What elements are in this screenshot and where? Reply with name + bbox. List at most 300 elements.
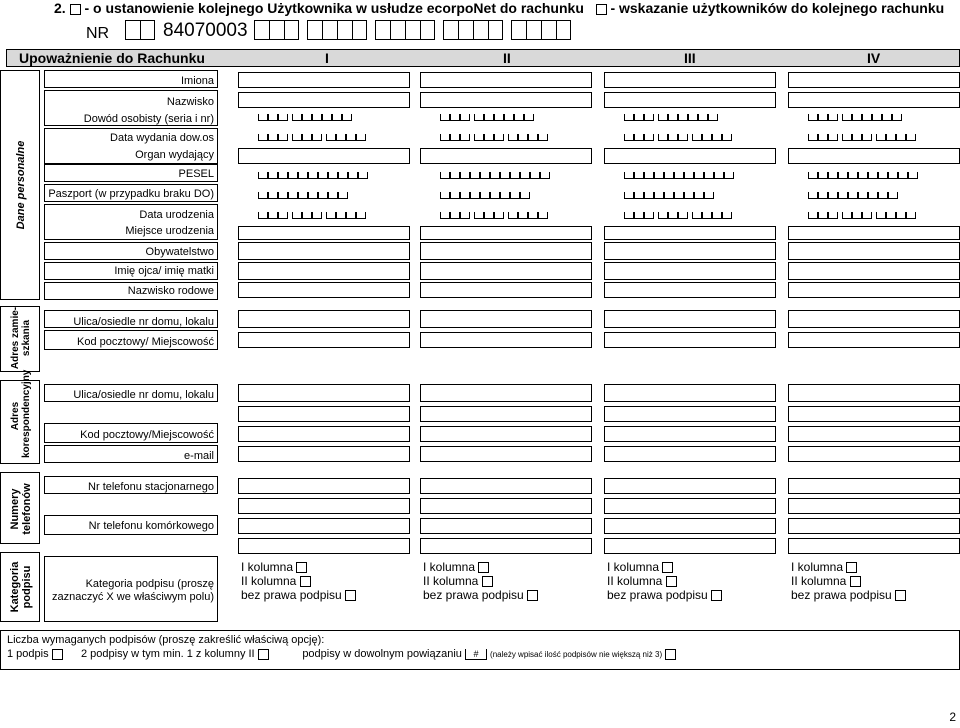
account-number-field[interactable] <box>125 20 579 42</box>
digit-cell[interactable] <box>892 114 902 121</box>
signature-option-checkbox[interactable] <box>345 590 356 601</box>
digit-cell[interactable] <box>708 114 718 121</box>
digit-cell[interactable] <box>658 114 668 121</box>
nr-cell-group[interactable] <box>254 20 299 42</box>
digit-cell[interactable] <box>504 114 514 121</box>
digit-cell[interactable] <box>292 212 302 219</box>
nr-cell-group[interactable] <box>511 20 571 42</box>
digit-cell[interactable] <box>624 134 634 141</box>
option-new-user-checkbox[interactable] <box>70 4 81 15</box>
entry-field[interactable] <box>420 242 592 260</box>
entry-field[interactable] <box>420 92 592 108</box>
entry-field[interactable] <box>604 446 776 462</box>
option-1-checkbox[interactable] <box>52 649 63 660</box>
birth-date-cells[interactable] <box>440 212 580 220</box>
entry-field[interactable] <box>788 310 960 328</box>
pesel-cells[interactable] <box>440 172 580 180</box>
digit-cell[interactable] <box>876 212 886 219</box>
entry-field[interactable] <box>604 262 776 280</box>
digit-cell[interactable] <box>684 172 694 179</box>
digit-cell[interactable] <box>308 172 318 179</box>
entry-field[interactable] <box>238 72 410 88</box>
digit-cell[interactable] <box>508 134 518 141</box>
entry-field[interactable] <box>788 72 960 88</box>
signature-option[interactable] <box>241 560 356 574</box>
digit-cell[interactable] <box>888 192 898 199</box>
digit-cell[interactable] <box>886 212 896 219</box>
digit-cell[interactable] <box>714 172 724 179</box>
digit-cell[interactable] <box>828 212 838 219</box>
digit-cell[interactable] <box>268 172 278 179</box>
signature-option-checkbox[interactable] <box>711 590 722 601</box>
entry-field[interactable] <box>238 242 410 260</box>
digit-cell[interactable] <box>278 212 288 219</box>
digit-cell[interactable] <box>440 212 450 219</box>
signature-option[interactable] <box>791 588 906 602</box>
digit-cell[interactable] <box>302 134 312 141</box>
entry-field[interactable] <box>604 406 776 422</box>
entry-field[interactable] <box>420 282 592 298</box>
digit-cell[interactable] <box>868 192 878 199</box>
signature-count-input[interactable]: # <box>465 649 487 660</box>
digit-cell[interactable] <box>664 172 674 179</box>
digit-cell[interactable] <box>356 212 366 219</box>
option-3-checkbox[interactable] <box>665 649 676 660</box>
digit-cell[interactable] <box>862 134 872 141</box>
digit-cell[interactable] <box>326 134 336 141</box>
signature-option-checkbox[interactable] <box>850 576 861 587</box>
entry-field[interactable] <box>420 518 592 534</box>
signature-option[interactable] <box>607 560 722 574</box>
digit-cell[interactable] <box>490 172 500 179</box>
digit-cell[interactable] <box>258 114 268 121</box>
digit-cell[interactable] <box>808 192 818 199</box>
entry-field[interactable] <box>604 332 776 348</box>
entry-field[interactable] <box>420 148 592 164</box>
digit-cell[interactable] <box>852 114 862 121</box>
digit-cell[interactable] <box>460 114 470 121</box>
entry-field[interactable] <box>788 498 960 514</box>
digit-cell[interactable] <box>888 172 898 179</box>
digit-cell[interactable] <box>312 114 322 121</box>
entry-field[interactable] <box>788 282 960 298</box>
digit-cell[interactable] <box>494 212 504 219</box>
digit-cell[interactable] <box>528 134 538 141</box>
digit-cell[interactable] <box>518 134 528 141</box>
digit-cell[interactable] <box>278 172 288 179</box>
digit-cell[interactable] <box>440 172 450 179</box>
entry-field[interactable] <box>420 498 592 514</box>
digit-cell[interactable] <box>530 172 540 179</box>
entry-field[interactable] <box>238 518 410 534</box>
digit-cell[interactable] <box>692 134 702 141</box>
digit-cell[interactable] <box>896 134 906 141</box>
digit-cell[interactable] <box>278 134 288 141</box>
birthplace-field[interactable] <box>788 226 960 240</box>
signature-option[interactable] <box>607 588 722 602</box>
digit-cell[interactable] <box>722 134 732 141</box>
digit-cell[interactable] <box>674 192 684 199</box>
digit-cell[interactable] <box>440 134 450 141</box>
digit-cell[interactable] <box>450 212 460 219</box>
digit-cell[interactable] <box>808 172 818 179</box>
entry-field[interactable] <box>420 426 592 442</box>
digit-cell[interactable] <box>828 114 838 121</box>
digit-cell[interactable] <box>644 134 654 141</box>
digit-cell[interactable] <box>450 172 460 179</box>
digit-cell[interactable] <box>480 172 490 179</box>
entry-field[interactable] <box>788 92 960 108</box>
digit-cell[interactable] <box>338 192 348 199</box>
digit-cell[interactable] <box>678 114 688 121</box>
digit-cell[interactable] <box>722 212 732 219</box>
digit-cell[interactable] <box>346 212 356 219</box>
entry-field[interactable] <box>788 406 960 422</box>
digit-cell[interactable] <box>484 134 494 141</box>
digit-cell[interactable] <box>818 172 828 179</box>
entry-field[interactable] <box>604 478 776 494</box>
digit-cell[interactable] <box>490 192 500 199</box>
digit-cell[interactable] <box>678 212 688 219</box>
entry-field[interactable] <box>788 148 960 164</box>
digit-cell[interactable] <box>520 172 530 179</box>
signature-option[interactable] <box>791 574 906 588</box>
digit-cell[interactable] <box>704 192 714 199</box>
digit-cell[interactable] <box>702 134 712 141</box>
digit-cell[interactable] <box>494 134 504 141</box>
digit-cell[interactable] <box>332 114 342 121</box>
digit-cell[interactable] <box>658 134 668 141</box>
id-number-cells[interactable] <box>624 114 764 122</box>
digit-cell[interactable] <box>258 212 268 219</box>
digit-cell[interactable] <box>326 212 336 219</box>
digit-cell[interactable] <box>302 212 312 219</box>
signature-option-checkbox[interactable] <box>478 562 489 573</box>
digit-cell[interactable] <box>514 114 524 121</box>
digit-cell[interactable] <box>268 212 278 219</box>
digit-cell[interactable] <box>634 192 644 199</box>
entry-field[interactable] <box>238 478 410 494</box>
digit-cell[interactable] <box>460 192 470 199</box>
digit-cell[interactable] <box>886 134 896 141</box>
digit-cell[interactable] <box>808 212 818 219</box>
entry-field[interactable] <box>604 92 776 108</box>
digit-cell[interactable] <box>668 134 678 141</box>
digit-cell[interactable] <box>896 212 906 219</box>
digit-cell[interactable] <box>872 114 882 121</box>
signature-option[interactable] <box>241 574 356 588</box>
entry-field[interactable] <box>604 282 776 298</box>
option-2-checkbox[interactable] <box>258 649 269 660</box>
digit-cell[interactable] <box>328 192 338 199</box>
digit-cell[interactable] <box>518 212 528 219</box>
digit-cell[interactable] <box>540 172 550 179</box>
entry-field[interactable] <box>788 478 960 494</box>
entry-field[interactable] <box>238 332 410 348</box>
digit-cell[interactable] <box>358 172 368 179</box>
digit-cell[interactable] <box>520 192 530 199</box>
entry-field[interactable] <box>238 262 410 280</box>
digit-cell[interactable] <box>508 212 518 219</box>
digit-cell[interactable] <box>694 172 704 179</box>
entry-field[interactable] <box>238 446 410 462</box>
digit-cell[interactable] <box>668 212 678 219</box>
entry-field[interactable] <box>788 426 960 442</box>
issue-date-cells[interactable] <box>440 134 580 142</box>
digit-cell[interactable] <box>288 172 298 179</box>
id-number-cells[interactable] <box>440 114 580 122</box>
digit-cell[interactable] <box>634 134 644 141</box>
entry-field[interactable] <box>604 498 776 514</box>
digit-cell[interactable] <box>818 134 828 141</box>
digit-cell[interactable] <box>484 114 494 121</box>
pesel-cells[interactable] <box>808 172 948 180</box>
digit-cell[interactable] <box>692 212 702 219</box>
digit-cell[interactable] <box>818 192 828 199</box>
digit-cell[interactable] <box>878 192 888 199</box>
digit-cell[interactable] <box>348 172 358 179</box>
digit-cell[interactable] <box>818 212 828 219</box>
entry-field[interactable] <box>420 538 592 554</box>
digit-cell[interactable] <box>500 192 510 199</box>
digit-cell[interactable] <box>474 134 484 141</box>
birthplace-field[interactable] <box>238 226 410 240</box>
digit-cell[interactable] <box>842 212 852 219</box>
entry-field[interactable] <box>604 310 776 328</box>
issue-date-cells[interactable] <box>258 134 398 142</box>
digit-cell[interactable] <box>336 134 346 141</box>
digit-cell[interactable] <box>356 134 366 141</box>
signature-option-checkbox[interactable] <box>662 562 673 573</box>
digit-cell[interactable] <box>298 172 308 179</box>
entry-field[interactable] <box>788 262 960 280</box>
nr-cell-group[interactable] <box>375 20 435 42</box>
entry-field[interactable] <box>604 384 776 402</box>
digit-cell[interactable] <box>848 172 858 179</box>
digit-cell[interactable] <box>460 134 470 141</box>
digit-cell[interactable] <box>328 172 338 179</box>
digit-cell[interactable] <box>688 114 698 121</box>
digit-cell[interactable] <box>858 172 868 179</box>
digit-cell[interactable] <box>908 172 918 179</box>
digit-cell[interactable] <box>712 134 722 141</box>
birthplace-field[interactable] <box>604 226 776 240</box>
digit-cell[interactable] <box>664 192 674 199</box>
digit-cell[interactable] <box>322 114 332 121</box>
digit-cell[interactable] <box>528 212 538 219</box>
signature-option[interactable] <box>791 560 906 574</box>
entry-field[interactable] <box>238 406 410 422</box>
digit-cell[interactable] <box>258 192 268 199</box>
digit-cell[interactable] <box>842 134 852 141</box>
digit-cell[interactable] <box>878 172 888 179</box>
digit-cell[interactable] <box>644 192 654 199</box>
digit-cell[interactable] <box>882 114 892 121</box>
birth-date-cells[interactable] <box>624 212 764 220</box>
digit-cell[interactable] <box>624 212 634 219</box>
signature-option[interactable] <box>241 588 356 602</box>
digit-cell[interactable] <box>258 172 268 179</box>
digit-cell[interactable] <box>440 192 450 199</box>
digit-cell[interactable] <box>808 114 818 121</box>
digit-cell[interactable] <box>288 192 298 199</box>
passport-cells[interactable] <box>440 192 580 200</box>
digit-cell[interactable] <box>838 172 848 179</box>
passport-cells[interactable] <box>808 192 948 200</box>
issue-date-cells[interactable] <box>624 134 764 142</box>
digit-cell[interactable] <box>634 172 644 179</box>
digit-cell[interactable] <box>292 134 302 141</box>
digit-cell[interactable] <box>624 192 634 199</box>
id-number-cells[interactable] <box>808 114 948 122</box>
entry-field[interactable] <box>788 384 960 402</box>
digit-cell[interactable] <box>838 192 848 199</box>
digit-cell[interactable] <box>470 172 480 179</box>
signature-option-checkbox[interactable] <box>666 576 677 587</box>
issue-date-cells[interactable] <box>808 134 948 142</box>
digit-cell[interactable] <box>842 114 852 121</box>
digit-cell[interactable] <box>346 134 356 141</box>
digit-cell[interactable] <box>644 114 654 121</box>
digit-cell[interactable] <box>538 212 548 219</box>
signature-option[interactable] <box>423 560 538 574</box>
digit-cell[interactable] <box>278 192 288 199</box>
entry-field[interactable] <box>420 406 592 422</box>
entry-field[interactable] <box>420 310 592 328</box>
digit-cell[interactable] <box>298 192 308 199</box>
digit-cell[interactable] <box>470 192 480 199</box>
digit-cell[interactable] <box>658 212 668 219</box>
digit-cell[interactable] <box>712 212 722 219</box>
entry-field[interactable] <box>420 478 592 494</box>
digit-cell[interactable] <box>868 172 878 179</box>
entry-field[interactable] <box>788 518 960 534</box>
signature-option-checkbox[interactable] <box>300 576 311 587</box>
entry-field[interactable] <box>604 426 776 442</box>
id-number-cells[interactable] <box>258 114 398 122</box>
digit-cell[interactable] <box>318 172 328 179</box>
digit-cell[interactable] <box>906 134 916 141</box>
digit-cell[interactable] <box>678 134 688 141</box>
digit-cell[interactable] <box>302 114 312 121</box>
entry-field[interactable] <box>604 72 776 88</box>
entry-field[interactable] <box>420 332 592 348</box>
option-assign-users-checkbox[interactable] <box>596 4 607 15</box>
signature-option-checkbox[interactable] <box>846 562 857 573</box>
digit-cell[interactable] <box>474 114 484 121</box>
digit-cell[interactable] <box>852 134 862 141</box>
digit-cell[interactable] <box>624 172 634 179</box>
birthplace-field[interactable] <box>420 226 592 240</box>
digit-cell[interactable] <box>644 212 654 219</box>
pesel-cells[interactable] <box>258 172 398 180</box>
digit-cell[interactable] <box>876 134 886 141</box>
digit-cell[interactable] <box>634 212 644 219</box>
digit-cell[interactable] <box>510 192 520 199</box>
passport-cells[interactable] <box>258 192 398 200</box>
digit-cell[interactable] <box>668 114 678 121</box>
digit-cell[interactable] <box>654 192 664 199</box>
digit-cell[interactable] <box>268 192 278 199</box>
digit-cell[interactable] <box>694 192 704 199</box>
digit-cell[interactable] <box>538 134 548 141</box>
digit-cell[interactable] <box>312 212 322 219</box>
digit-cell[interactable] <box>460 212 470 219</box>
entry-field[interactable] <box>788 446 960 462</box>
digit-cell[interactable] <box>634 114 644 121</box>
entry-field[interactable] <box>238 426 410 442</box>
digit-cell[interactable] <box>312 134 322 141</box>
digit-cell[interactable] <box>336 212 346 219</box>
signature-option-checkbox[interactable] <box>527 590 538 601</box>
digit-cell[interactable] <box>450 134 460 141</box>
nr-cell-group[interactable] <box>307 20 367 42</box>
digit-cell[interactable] <box>510 172 520 179</box>
digit-cell[interactable] <box>828 134 838 141</box>
digit-cell[interactable] <box>474 212 484 219</box>
digit-cell[interactable] <box>450 192 460 199</box>
digit-cell[interactable] <box>654 172 664 179</box>
birth-date-cells[interactable] <box>258 212 398 220</box>
entry-field[interactable] <box>238 92 410 108</box>
signature-option-checkbox[interactable] <box>895 590 906 601</box>
entry-field[interactable] <box>238 384 410 402</box>
nr-cell-group[interactable] <box>443 20 503 42</box>
signature-option[interactable] <box>423 588 538 602</box>
digit-cell[interactable] <box>494 114 504 121</box>
digit-cell[interactable] <box>450 114 460 121</box>
digit-cell[interactable] <box>268 114 278 121</box>
entry-field[interactable] <box>238 310 410 328</box>
birth-date-cells[interactable] <box>808 212 948 220</box>
entry-field[interactable] <box>788 332 960 348</box>
digit-cell[interactable] <box>724 172 734 179</box>
entry-field[interactable] <box>238 498 410 514</box>
entry-field[interactable] <box>420 262 592 280</box>
pesel-cells[interactable] <box>624 172 764 180</box>
digit-cell[interactable] <box>624 114 634 121</box>
digit-cell[interactable] <box>342 114 352 121</box>
digit-cell[interactable] <box>440 114 450 121</box>
signature-option-checkbox[interactable] <box>296 562 307 573</box>
entry-field[interactable] <box>604 242 776 260</box>
digit-cell[interactable] <box>828 192 838 199</box>
digit-cell[interactable] <box>484 212 494 219</box>
digit-cell[interactable] <box>684 192 694 199</box>
entry-field[interactable] <box>238 148 410 164</box>
digit-cell[interactable] <box>858 192 868 199</box>
entry-field[interactable] <box>238 282 410 298</box>
digit-cell[interactable] <box>862 212 872 219</box>
digit-cell[interactable] <box>460 172 470 179</box>
digit-cell[interactable] <box>906 212 916 219</box>
entry-field[interactable] <box>788 242 960 260</box>
digit-cell[interactable] <box>818 114 828 121</box>
signature-option-checkbox[interactable] <box>482 576 493 587</box>
digit-cell[interactable] <box>674 172 684 179</box>
digit-cell[interactable] <box>828 172 838 179</box>
signature-option[interactable] <box>607 574 722 588</box>
digit-cell[interactable] <box>268 134 278 141</box>
entry-field[interactable] <box>420 446 592 462</box>
digit-cell[interactable] <box>500 172 510 179</box>
digit-cell[interactable] <box>862 114 872 121</box>
digit-cell[interactable] <box>308 192 318 199</box>
entry-field[interactable] <box>788 538 960 554</box>
entry-field[interactable] <box>604 518 776 534</box>
digit-cell[interactable] <box>702 212 712 219</box>
digit-cell[interactable] <box>852 212 862 219</box>
